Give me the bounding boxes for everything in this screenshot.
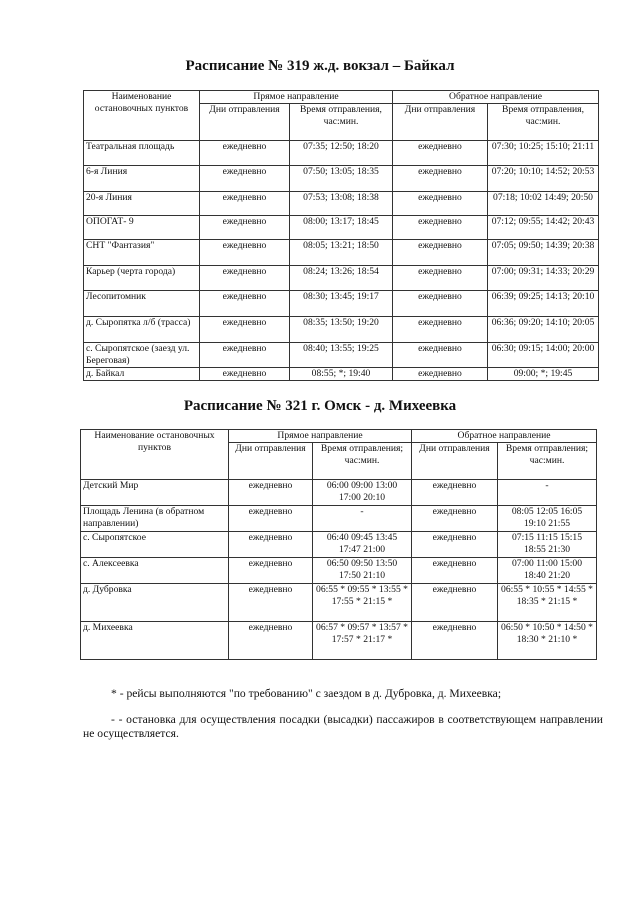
forward-times: 07:35; 12:50; 18:20 [290,141,393,166]
forward-days: ежедневно [200,368,290,381]
schedule-319-title: Расписание № 319 ж.д. вокзал – Байкал [185,58,455,74]
return-times: 07:18; 10:02 14:49; 20:50 [488,192,599,216]
stop-name: с. Сыропятское [81,532,229,558]
forward-days: ежедневно [200,166,290,192]
header-return-direction: Обратное направление [393,91,599,104]
stop-name: с. Сыропятское (заезд ул. Береговая) [84,343,200,368]
footnote-no-stop: - - остановка для осуществления посадки (высадки) пассажиров в соответствующем направлении не осуществляется. [83,713,603,740]
return-days: ежедневно [412,532,498,558]
stop-name: Театральная площадь [84,141,200,166]
return-days: ежедневно [412,584,498,622]
return-days: ежедневно [393,343,488,368]
forward-times: 08:35; 13:50; 19:20 [290,317,393,343]
header-time: Время отправления, час:мин. [290,104,393,141]
forward-times: 06:57 * 09:57 * 13:57 * 17:57 * 21:17 * [313,622,412,660]
table-row [84,216,599,240]
table-row [81,532,597,558]
return-times: 06:30; 09:15; 14:00; 20:00 [488,343,599,368]
header-return-direction: Обратное направление [412,430,597,443]
table-row [84,266,599,291]
footnote-on-request: * - рейсы выполняются "по требованию" с заездом в д. Дубровка, д. Михеевка; [111,687,502,700]
forward-times: 07:50; 13:05; 18:35 [290,166,393,192]
stop-name: СНТ "Фантазия" [84,240,200,266]
return-days: ежедневно [393,240,488,266]
return-times: 09:00; *; 19:45 [488,368,599,381]
table-row [81,584,597,622]
return-times: 07:12; 09:55; 14:42; 20:43 [488,216,599,240]
forward-times: 06:55 * 09:55 * 13:55 * 17:55 * 21:15 * [313,584,412,622]
header-days: Дни отправления [229,443,313,480]
forward-days: ежедневно [200,240,290,266]
return-times: - [498,480,597,506]
forward-times: 08:00; 13:17; 18:45 [290,216,393,240]
forward-days: ежедневно [200,141,290,166]
return-times: 06:50 * 10:50 * 14:50 * 18:30 * 21:10 * [498,622,597,660]
forward-times: - [313,506,412,532]
stop-name: д. Михеевка [81,622,229,660]
stop-name: Детский Мир [81,480,229,506]
return-times: 07:20; 10:10; 14:52; 20:53 [488,166,599,192]
header-days: Дни отправления [393,104,488,141]
table-row [84,317,599,343]
stop-name: ОПОГАТ- 9 [84,216,200,240]
return-days: ежедневно [412,558,498,584]
forward-times: 06:00 09:00 13:00 17:00 20:10 [313,480,412,506]
header-time: Время отправления; час:мин. [498,443,597,480]
stop-name: Площадь Ленина (в обратном направлении) [81,506,229,532]
return-times: 07:05; 09:50; 14:39; 20:38 [488,240,599,266]
return-days: ежедневно [393,291,488,317]
header-time: Время отправления, час:мин. [488,104,599,141]
header-forward-direction: Прямое направление [229,430,412,443]
table-row [84,343,599,368]
stop-name: 20-я Линия [84,192,200,216]
return-days: ежедневно [412,480,498,506]
forward-times: 08:24; 13:26; 18:54 [290,266,393,291]
schedule-319-table [83,90,599,381]
forward-days: ежедневно [229,558,313,584]
return-times: 07:00; 09:31; 14:33; 20:29 [488,266,599,291]
forward-days: ежедневно [229,584,313,622]
return-times: 08:05 12:05 16:05 19:10 21:55 [498,506,597,532]
forward-times: 08:05; 13:21; 18:50 [290,240,393,266]
forward-times: 06:50 09:50 13:50 17:50 21:10 [313,558,412,584]
stop-name: д. Байкал [84,368,200,381]
return-days: ежедневно [412,622,498,660]
return-days: ежедневно [393,317,488,343]
return-times: 07:15 11:15 15:15 18:55 21:30 [498,532,597,558]
table-row [84,166,599,192]
return-days: ежедневно [393,166,488,192]
return-days: ежедневно [393,192,488,216]
stop-name: Карьер (черта города) [84,266,200,291]
return-days: ежедневно [393,141,488,166]
stop-name: Лесопитомник [84,291,200,317]
return-days: ежедневно [393,266,488,291]
stop-name: с. Алексеевка [81,558,229,584]
header-days: Дни отправления [200,104,290,141]
header-stop-name: Наименование остановочных пунктов [84,91,200,141]
return-times: 06:55 * 10:55 * 14:55 * 18:35 * 21:15 * [498,584,597,622]
return-days: ежедневно [393,216,488,240]
table-row [84,141,599,166]
return-times: 07:30; 10:25; 15:10; 21:11 [488,141,599,166]
forward-days: ежедневно [200,343,290,368]
forward-days: ежедневно [229,480,313,506]
forward-times: 08:55; *; 19:40 [290,368,393,381]
forward-times: 06:40 09:45 13:45 17:47 21:00 [313,532,412,558]
header-days: Дни отправления [412,443,498,480]
header-forward-direction: Прямое направление [200,91,393,104]
return-times: 06:39; 09:25; 14:13; 20:10 [488,291,599,317]
forward-days: ежедневно [200,192,290,216]
table-row [81,480,597,506]
table-row [84,240,599,266]
return-days: ежедневно [393,368,488,381]
header-time: Время отправления; час:мин. [313,443,412,480]
table-row [81,558,597,584]
header-stop-name: Наименование остановочных пунктов [81,430,229,480]
return-times: 06:36; 09:20; 14:10; 20:05 [488,317,599,343]
forward-days: ежедневно [200,317,290,343]
forward-days: ежедневно [200,291,290,317]
forward-days: ежедневно [229,532,313,558]
forward-days: ежедневно [200,216,290,240]
table-row [84,192,599,216]
stop-name: 6-я Линия [84,166,200,192]
forward-times: 08:30; 13:45; 19:17 [290,291,393,317]
table-row [81,506,597,532]
stop-name: д. Дубровка [81,584,229,622]
forward-days: ежедневно [229,506,313,532]
schedule-321-table [80,429,597,660]
stop-name: д. Сыропятка л/б (трасса) [84,317,200,343]
forward-times: 07:53; 13:08; 18:38 [290,192,393,216]
return-days: ежедневно [412,506,498,532]
forward-days: ежедневно [229,622,313,660]
table-row [84,368,599,381]
table-row [84,291,599,317]
forward-times: 08:40; 13:55; 19:25 [290,343,393,368]
schedule-321-title: Расписание № 321 г. Омск - д. Михеевка [183,398,457,414]
forward-days: ежедневно [200,266,290,291]
table-row [81,622,597,660]
return-times: 07:00 11:00 15:00 18:40 21:20 [498,558,597,584]
